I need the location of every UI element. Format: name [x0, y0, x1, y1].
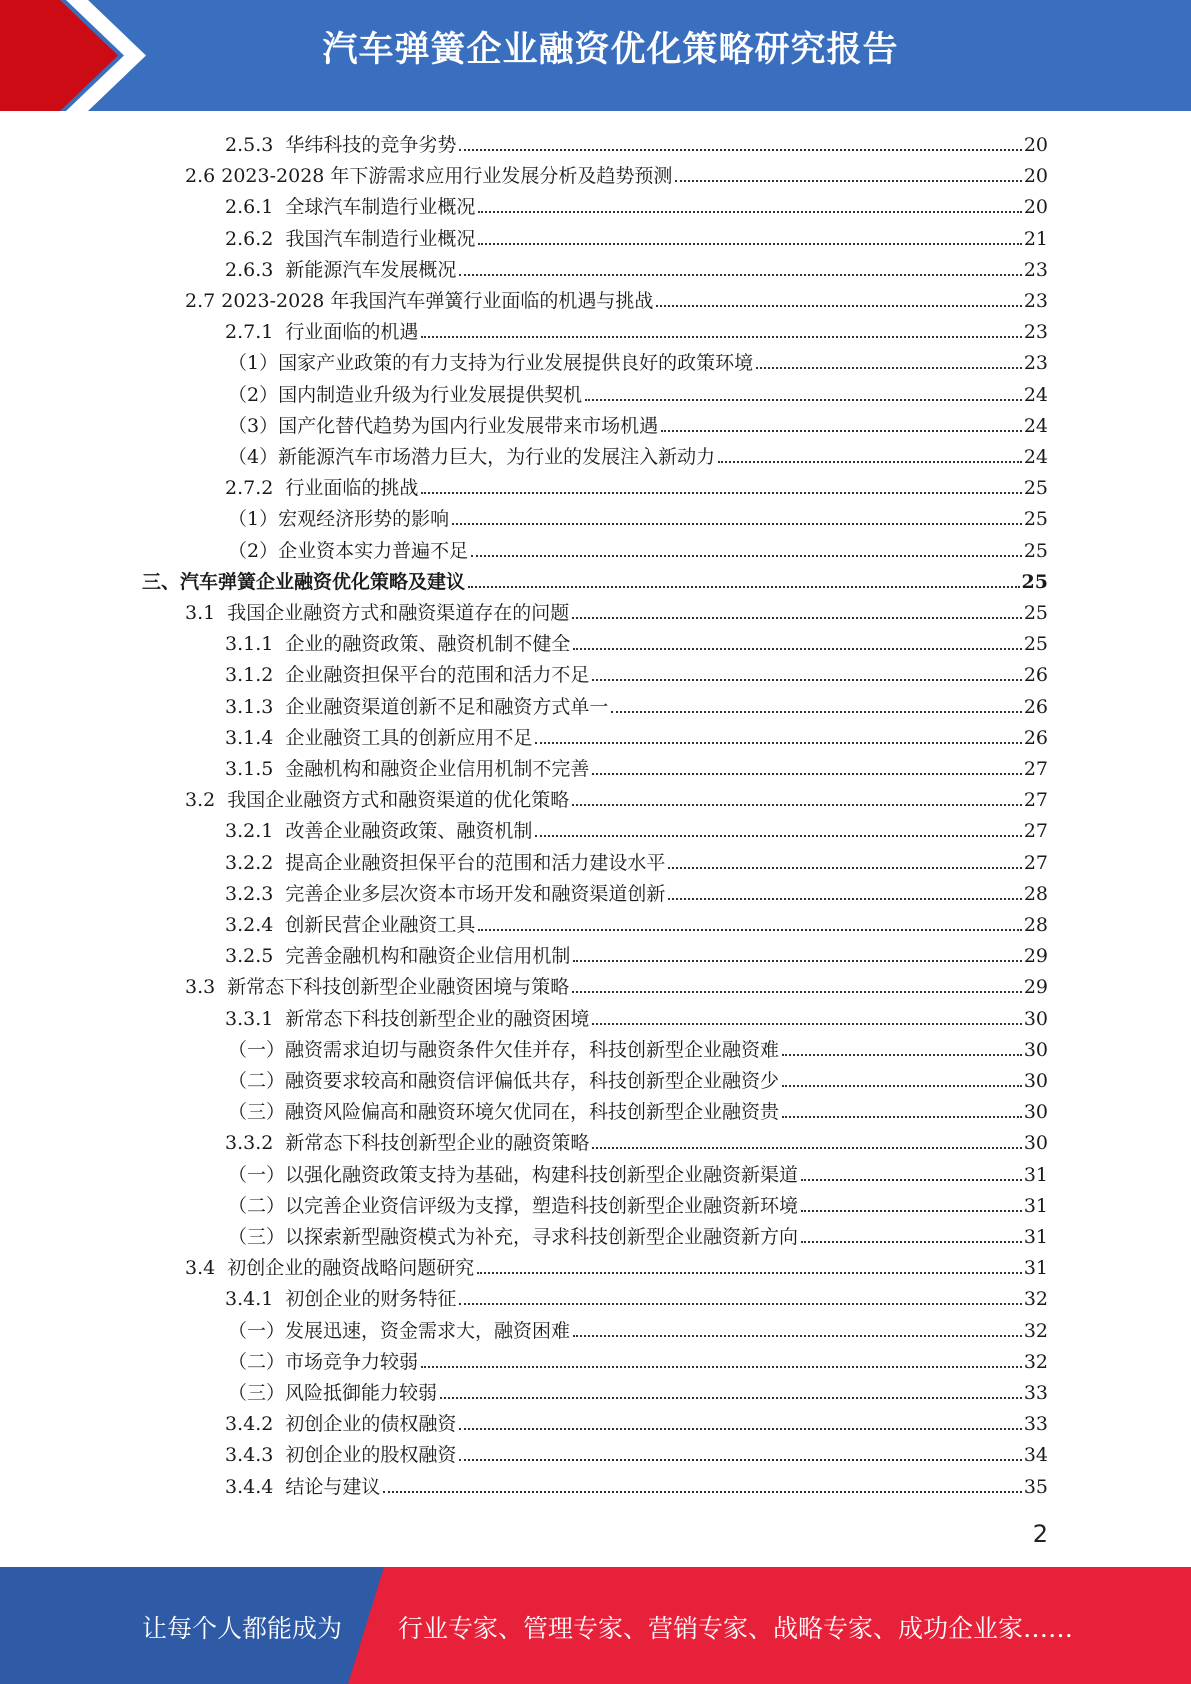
toc-leader-dots — [478, 211, 1021, 213]
toc-entry-page: 34 — [1023, 1444, 1048, 1467]
toc-entry[interactable] — [228, 376, 1048, 406]
toc-entry-label: 3.4.4 结论与建议 — [225, 1475, 381, 1498]
toc-entry-page: 27 — [1023, 789, 1048, 812]
toc-entry[interactable] — [225, 625, 1048, 655]
toc-entry[interactable] — [185, 1249, 1048, 1279]
toc-leader-dots — [573, 1335, 1022, 1337]
toc-leader-dots — [572, 804, 1022, 806]
toc-entry-label: 2.6.1 全球汽车制造行业概况 — [225, 196, 476, 219]
toc-entry[interactable] — [142, 563, 1048, 593]
toc-leader-dots — [459, 274, 1021, 276]
toc-entry-label: 3.2.4 创新民营企业融资工具 — [225, 914, 476, 936]
toc-entry[interactable] — [185, 781, 1048, 811]
toc-leader-dots — [535, 742, 1021, 744]
toc-entry-page: 25 — [1023, 602, 1048, 624]
toc-entry[interactable] — [225, 719, 1048, 749]
toc-entry[interactable] — [225, 313, 1048, 343]
footer-slogan-left: 让每个人都能成为 — [142, 1614, 343, 1643]
toc-entry-label: （3）国产化替代趋势为国内行业发展带来市场机遇 — [228, 414, 659, 437]
toc-entry-label: （三）风险抵御能力较弱 — [228, 1382, 438, 1404]
toc-leader-dots — [782, 1085, 1022, 1087]
toc-leader-dots — [440, 1397, 1022, 1399]
toc-entry-label: 3.1.3 企业融资渠道创新不足和融资方式单一 — [225, 695, 609, 718]
toc-leader-dots — [756, 367, 1022, 369]
toc-entry-label: （一）融资需求迫切与融资条件欠佳并存，科技创新型企业融资难 — [228, 1038, 780, 1061]
toc-leader-dots — [459, 1303, 1021, 1305]
toc-entry-page: 33 — [1023, 1382, 1048, 1404]
toc-leader-dots — [668, 867, 1021, 869]
toc-entry[interactable] — [185, 594, 1048, 624]
toc-entry-label: 2.7.1 行业面临的机遇 — [225, 321, 419, 344]
toc-entry[interactable] — [228, 438, 1048, 468]
toc-entry-label: （三）融资风险偏高和融资环境欠优同在，科技创新型企业融资贵 — [228, 1101, 780, 1124]
toc-leader-dots — [801, 1210, 1022, 1212]
toc-entry-label: （三）以探索新型融资模式为补充，寻求科技创新型企业融资新方向 — [228, 1226, 799, 1248]
toc-entry-label: 2.6 2023-2028 年下游需求应用行业发展分析及趋势预测 — [185, 165, 673, 188]
toc-leader-dots — [452, 523, 1022, 525]
toc-entry[interactable] — [225, 220, 1048, 250]
toc-entry[interactable] — [228, 1374, 1048, 1404]
toc-entry[interactable] — [225, 126, 1048, 156]
toc-leader-dots — [459, 1459, 1021, 1461]
toc-entry-page: 20 — [1023, 134, 1048, 156]
toc-entry-page: 25 — [1023, 477, 1048, 500]
toc-entry-page: 26 — [1023, 695, 1048, 718]
toc-entry-page: 31 — [1023, 1163, 1048, 1186]
toc-entry-label: 3.2.3 完善企业多层次资本市场开发和融资渠道创新 — [225, 882, 666, 905]
toc-leader-dots — [592, 773, 1021, 775]
toc-leader-dots — [592, 1147, 1021, 1149]
toc-entry[interactable] — [225, 1468, 1048, 1498]
toc-entry-label: 2.6.2 我国汽车制造行业概况 — [225, 227, 476, 250]
toc-entry-label: 3.1.5 金融机构和融资企业信用机制不完善 — [225, 758, 590, 780]
toc-entry-page: 30 — [1023, 1070, 1048, 1092]
toc-entry-label: 3.4.1 初创企业的财务特征 — [225, 1288, 457, 1311]
toc-entry[interactable] — [228, 1031, 1048, 1061]
toc-entry-label: 2.7.2 行业面临的挑战 — [225, 477, 419, 500]
report-title: 汽车弹簧企业融资优化策略研究报告 — [322, 30, 899, 70]
page-header — [0, 0, 1191, 111]
toc-entry-page: 30 — [1023, 1101, 1048, 1124]
toc-entry[interactable] — [228, 1093, 1048, 1123]
toc-entry-page: 29 — [1023, 945, 1048, 968]
toc-entry-label: 2.7 2023-2028 年我国汽车弹簧行业面临的机遇与挑战 — [185, 290, 654, 312]
toc-leader-dots — [383, 1491, 1021, 1493]
toc-entry[interactable] — [225, 750, 1048, 780]
toc-leader-dots — [801, 1241, 1022, 1243]
toc-entry[interactable] — [225, 1000, 1048, 1030]
toc-entry-label: 3.1.2 企业融资担保平台的范围和活力不足 — [225, 664, 590, 687]
toc-entry-page: 23 — [1023, 258, 1048, 281]
toc-leader-dots — [592, 1023, 1021, 1025]
toc-leader-dots — [421, 492, 1021, 494]
toc-entry-label: 3.1 我国企业融资方式和融资渠道存在的问题 — [185, 602, 570, 624]
toc-entry-page: 27 — [1023, 820, 1048, 843]
toc-entry-label: 3.1.1 企业的融资政策、融资机制不健全 — [225, 633, 571, 656]
toc-leader-dots — [572, 617, 1022, 619]
toc-entry-label: （4）新能源汽车市场潜力巨大，为行业的发展注入新动力 — [228, 446, 716, 468]
toc-entry-page: 32 — [1023, 1319, 1048, 1342]
toc-leader-dots — [718, 461, 1022, 463]
toc-entry[interactable] — [185, 968, 1048, 998]
toc-leader-dots — [592, 679, 1021, 681]
toc-entry-page: 32 — [1023, 1288, 1048, 1311]
toc-entry-label: 2.6.3 新能源汽车发展概况 — [225, 258, 457, 281]
toc-entry-page: 28 — [1023, 914, 1048, 936]
toc-entry[interactable] — [228, 1187, 1048, 1217]
toc-entry-label: 3.3 新常态下科技创新型企业融资困境与策略 — [185, 976, 570, 999]
toc-entry-page: 30 — [1023, 1132, 1048, 1155]
toc-leader-dots — [801, 1179, 1022, 1181]
toc-entry-page: 25 — [1021, 570, 1048, 593]
toc-leader-dots — [573, 648, 1021, 650]
toc-entry-page: 31 — [1023, 1226, 1048, 1248]
toc-entry-label: （一）以强化融资政策支持为基础，构建科技创新型企业融资新渠道 — [228, 1163, 799, 1186]
toc-entry-label: 三、汽车弹簧企业融资优化策略及建议 — [142, 570, 466, 593]
toc-entry-page: 21 — [1023, 227, 1048, 250]
toc-leader-dots — [477, 1272, 1022, 1274]
toc-entry-label: 3.2 我国企业融资方式和融资渠道的优化策略 — [185, 789, 570, 812]
toc-leader-dots — [459, 149, 1021, 151]
toc-entry-page: 25 — [1023, 633, 1048, 656]
toc-entry[interactable] — [228, 1343, 1048, 1373]
toc-leader-dots — [535, 835, 1021, 837]
toc-entry-page: 29 — [1023, 976, 1048, 999]
toc-entry-page: 32 — [1023, 1350, 1048, 1373]
toc-leader-dots — [611, 711, 1021, 713]
toc-leader-dots — [782, 1054, 1022, 1056]
toc-entry-label: 2.5.3 华纬科技的竞争劣势 — [225, 134, 457, 156]
toc-leader-dots — [421, 336, 1021, 338]
toc-entry-page: 24 — [1023, 414, 1048, 437]
toc-entry[interactable] — [225, 1280, 1048, 1310]
toc-leader-dots — [661, 430, 1022, 432]
toc-entry-label: 3.2.2 提高企业融资担保平台的范围和活力建设水平 — [225, 851, 666, 874]
toc-entry-page: 31 — [1023, 1257, 1048, 1280]
toc-entry-page: 23 — [1023, 352, 1048, 375]
toc-entry-label: （1）宏观经济形势的影响 — [228, 508, 450, 531]
toc-entry-label: （一）发展迅速，资金需求大，融资困难 — [228, 1319, 571, 1342]
toc-entry[interactable] — [225, 875, 1048, 905]
footer-slogan-right: 行业专家、管理专家、营销专家、战略专家、成功企业家…… — [398, 1614, 1074, 1643]
toc-entry-label: 3.2.5 完善金融机构和融资企业信用机制 — [225, 945, 571, 968]
toc-entry-label: 3.3.1 新常态下科技创新型企业的融资困境 — [225, 1007, 590, 1030]
toc-entry-label: 3.1.4 企业融资工具的创新应用不足 — [225, 726, 533, 749]
toc-entry[interactable] — [228, 407, 1048, 437]
toc-leader-dots — [459, 1428, 1021, 1430]
toc-entry[interactable] — [225, 188, 1048, 218]
toc-entry[interactable] — [225, 469, 1048, 499]
toc-entry[interactable] — [228, 1156, 1048, 1186]
toc-entry-page: 31 — [1023, 1194, 1048, 1217]
toc-entry-page: 28 — [1023, 882, 1048, 905]
toc-entry[interactable] — [225, 906, 1048, 936]
toc-entry-label: 3.4 初创企业的融资战略问题研究 — [185, 1257, 475, 1280]
toc-entry-label: 3.3.2 新常态下科技创新型企业的融资策略 — [225, 1132, 590, 1155]
toc-entry-label: 3.4.3 初创企业的股权融资 — [225, 1444, 457, 1467]
toc-leader-dots — [782, 1116, 1022, 1118]
toc-entry-label: （二）融资要求较高和融资信评偏低共存，科技创新型企业融资少 — [228, 1070, 780, 1092]
toc-entry-page: 20 — [1023, 196, 1048, 219]
toc-entry[interactable] — [185, 282, 1048, 312]
toc-leader-dots — [468, 586, 1020, 588]
toc-entry-page: 26 — [1023, 664, 1048, 687]
toc-entry[interactable] — [225, 656, 1048, 686]
toc-entry[interactable] — [225, 844, 1048, 874]
page-footer — [0, 1567, 1191, 1684]
toc-leader-dots — [478, 243, 1021, 245]
toc-leader-dots — [675, 180, 1021, 182]
toc-entry-page: 24 — [1023, 446, 1048, 468]
toc-entry[interactable] — [228, 344, 1048, 374]
toc-entry[interactable] — [228, 532, 1048, 562]
toc-entry-page: 24 — [1023, 383, 1048, 406]
toc-entry-label: （2）企业资本实力普遍不足 — [228, 539, 469, 562]
toc-entry[interactable] — [228, 1312, 1048, 1342]
toc-entry[interactable] — [225, 251, 1048, 281]
toc-entry[interactable] — [225, 688, 1048, 718]
toc-entry-label: （1）国家产业政策的有力支持为行业发展提供良好的政策环境 — [228, 352, 754, 375]
toc-entry-page: 30 — [1023, 1007, 1048, 1030]
toc-entry-page: 25 — [1023, 539, 1048, 562]
toc-entry[interactable] — [228, 1218, 1048, 1248]
toc-entry-page: 27 — [1023, 851, 1048, 874]
toc-entry-label: （2）国内制造业升级为行业发展提供契机 — [228, 383, 583, 406]
toc-entry-page: 27 — [1023, 758, 1048, 780]
toc-entry-page: 23 — [1023, 321, 1048, 344]
toc-entry-page: 35 — [1023, 1475, 1048, 1498]
toc-entry-label: 3.4.2 初创企业的债权融资 — [225, 1413, 457, 1436]
toc-entry-label: 3.2.1 改善企业融资政策、融资机制 — [225, 820, 533, 843]
toc-entry-page: 33 — [1023, 1413, 1048, 1436]
toc-leader-dots — [572, 991, 1022, 993]
toc-leader-dots — [573, 960, 1021, 962]
toc-entry[interactable] — [185, 157, 1048, 187]
toc-leader-dots — [471, 555, 1022, 557]
toc-entry-label: （二）市场竞争力较弱 — [228, 1350, 419, 1373]
toc-entry-label: （二）以完善企业资信评级为支撑，塑造科技创新型企业融资新环境 — [228, 1194, 799, 1217]
page-number: 2 — [1032, 1520, 1048, 1548]
toc-entry[interactable] — [225, 812, 1048, 842]
toc-entry[interactable] — [225, 937, 1048, 967]
toc-leader-dots — [668, 898, 1021, 900]
toc-entry[interactable] — [228, 1062, 1048, 1092]
toc-entry-page: 26 — [1023, 726, 1048, 749]
toc-leader-dots — [585, 399, 1022, 401]
toc-leader-dots — [421, 1366, 1022, 1368]
toc-entry-page: 30 — [1023, 1038, 1048, 1061]
toc-entry[interactable] — [228, 500, 1048, 530]
toc-entry-page: 25 — [1023, 508, 1048, 531]
toc-entry[interactable] — [225, 1436, 1048, 1466]
toc-leader-dots — [478, 929, 1021, 931]
toc-entry-page: 20 — [1023, 165, 1048, 188]
toc-entry-page: 23 — [1023, 290, 1048, 312]
toc-entry[interactable] — [225, 1405, 1048, 1435]
toc-leader-dots — [656, 305, 1021, 307]
toc-entry[interactable] — [225, 1124, 1048, 1154]
